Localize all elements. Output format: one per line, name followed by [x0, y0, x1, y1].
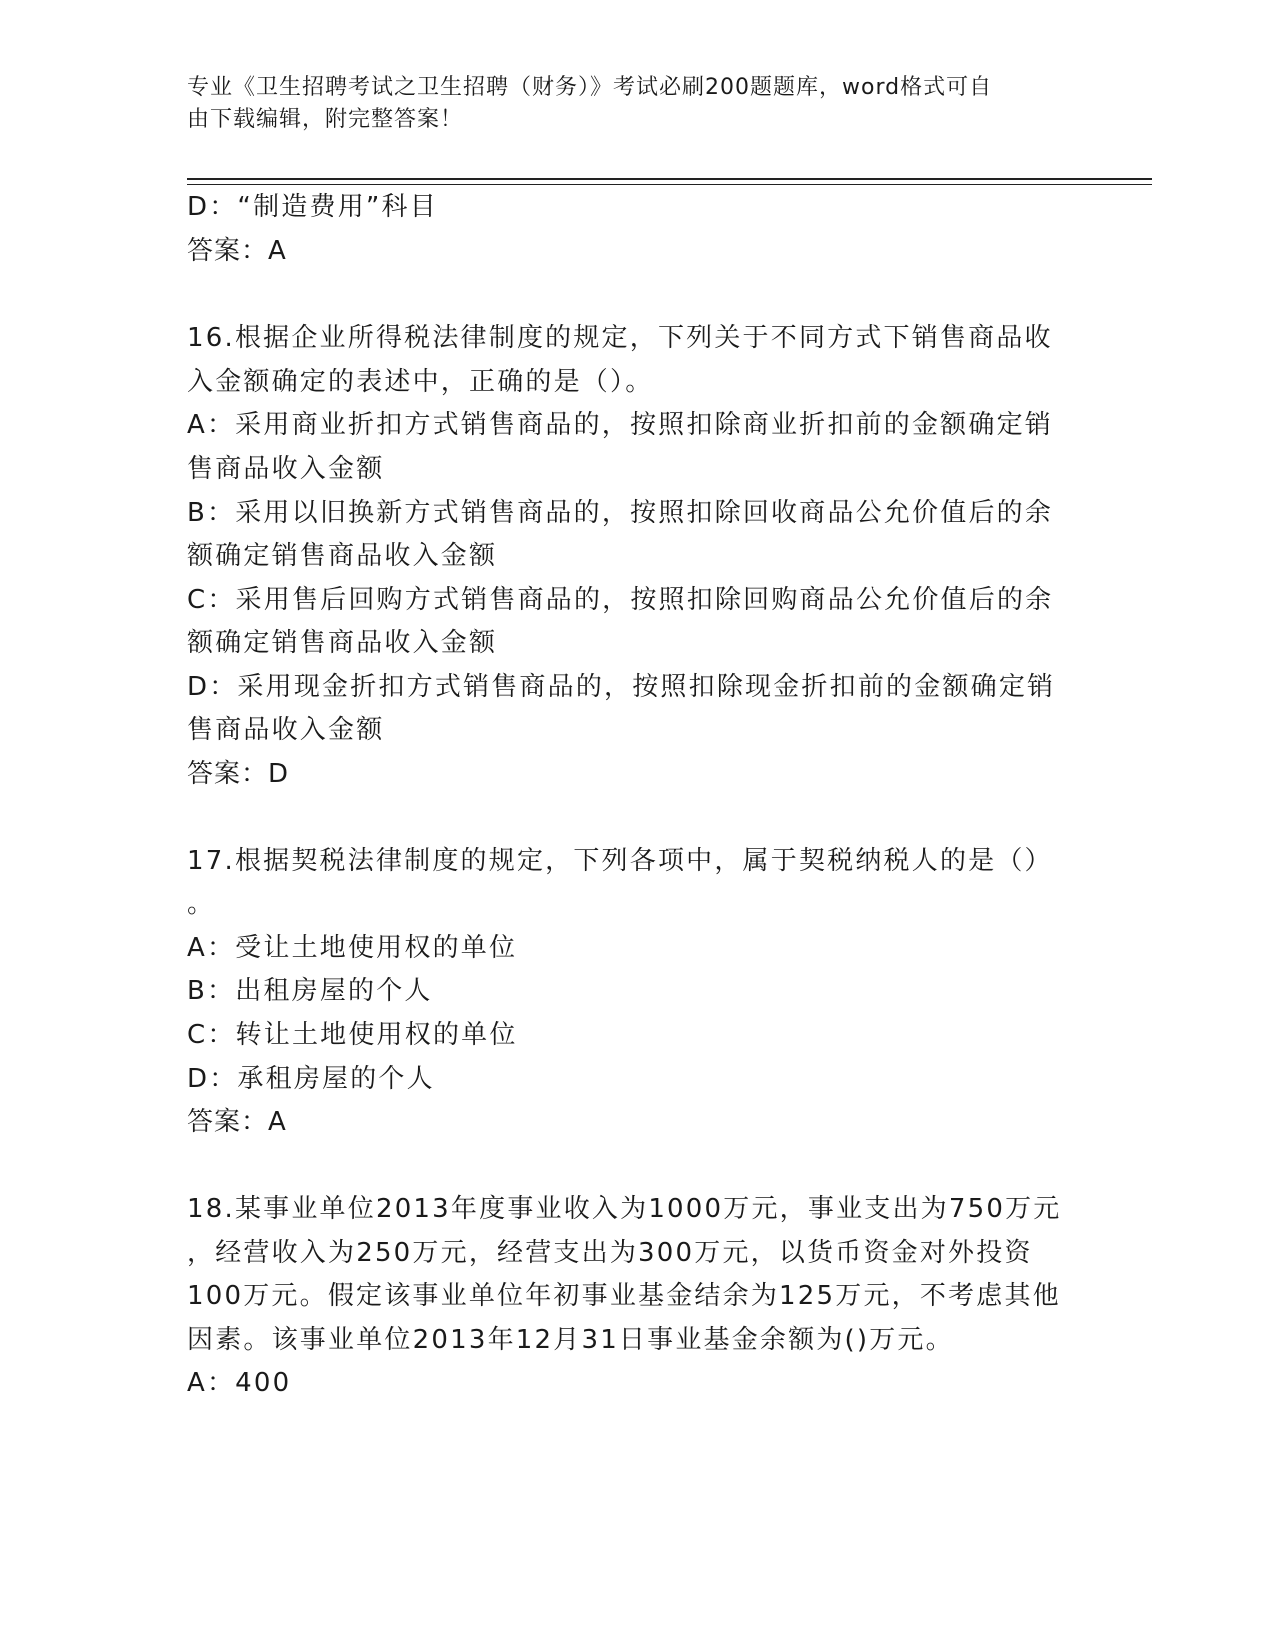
document-header — [187, 72, 1087, 136]
q18-stem-line-3: 100万元。假定该事业单位年初事业基金结余为125万元，不考虑其他 — [187, 1281, 1061, 1311]
q18-stem-line-1: 18.某事业单位2013年度事业收入为1000万元，事业支出为750万元 — [187, 1194, 1062, 1224]
q18-stem-line-2: ，经营收入为250万元，经营支出为300万元，以货币资金对外投资 — [187, 1238, 1033, 1268]
q17-option-c: C：转让土地使用权的单位 — [187, 1020, 518, 1050]
q16-option-b-line-2: 额确定销售商品收入金额 — [187, 541, 498, 571]
q16-option-a-line-1: A：采用商业折扣方式销售商品的，按照扣除商业折扣前的金额确定销 — [187, 410, 1053, 440]
q16-option-c-line-1: C：采用售后回购方式销售商品的，按照扣除回购商品公允价值后的余 — [187, 585, 1054, 615]
header-line-2: 由下载编辑，附完整答案！ — [187, 107, 464, 132]
q16-stem-line-1: 16.根据企业所得税法律制度的规定，下列关于不同方式下销售商品收 — [187, 323, 1053, 353]
q18-stem-line-4: 因素。该事业单位2013年12月31日事业基金余额为()万元。 — [187, 1325, 954, 1355]
q18-option-a: A：400 — [187, 1368, 292, 1398]
q17-answer: 答案：A — [187, 1107, 287, 1137]
q17-stem-line-2: 。 — [187, 889, 216, 919]
header-line-1: 专业《卫生招聘考试之卫生招聘（财务）》考试必刷200题题库，word格式可自 — [187, 75, 993, 100]
q17-option-b: B：出租房屋的个人 — [187, 976, 433, 1006]
q16-stem-line-2: 入金额确定的表述中，正确的是（）。 — [187, 367, 654, 397]
q16-option-d-line-2: 售商品收入金额 — [187, 715, 385, 745]
q15-option-d: D：“制造费用”科目 — [187, 192, 438, 222]
q17-stem-line-1: 17.根据契税法律制度的规定，下列各项中，属于契税纳税人的是（） — [187, 846, 1053, 876]
header-divider-thick — [187, 178, 1152, 180]
q16-option-a-line-2: 售商品收入金额 — [187, 454, 385, 484]
header-divider-thin — [187, 184, 1152, 185]
q17-option-d: D：承租房屋的个人 — [187, 1064, 435, 1094]
q16-option-b-line-1: B：采用以旧换新方式销售商品的，按照扣除回收商品公允价值后的余 — [187, 498, 1054, 528]
q17-option-a: A：受让土地使用权的单位 — [187, 933, 518, 963]
q16-option-d-line-1: D：采用现金折扣方式销售商品的，按照扣除现金折扣前的金额确定销 — [187, 672, 1056, 702]
q16-option-c-line-2: 额确定销售商品收入金额 — [187, 628, 498, 658]
q15-answer: 答案：A — [187, 236, 287, 266]
q16-answer: 答案：D — [187, 759, 290, 789]
